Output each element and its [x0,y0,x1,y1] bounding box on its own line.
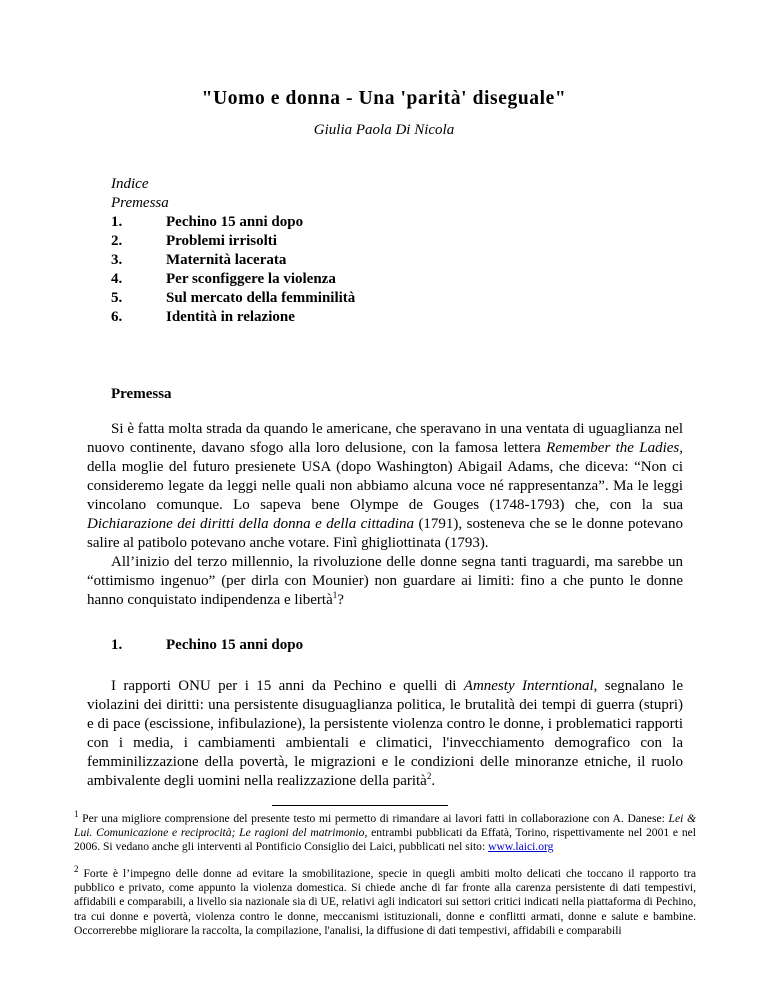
toc-item-number: 6. [111,309,123,325]
toc-item [111,232,355,251]
paragraph [87,420,683,553]
footnote-number: 2 [74,864,79,875]
toc-item [111,213,355,232]
text-run: , segnalano le violazini dei diritti: una persistente disuguaglianza politica, le brutalità dei tempi di guerra (stupri) e di pace (escissione, infibulazione), la persistente violenza contro le donne, i problematici rapporti con i media, i cambiamenti ambientali e climatici, l'invecchiamento demografico con la femminilizzazione della povertà, le migrazioni e le condizioni delle minoranze etniche, il ruolo ambivalente degli uomini nella realizzazione della parità [87,678,683,789]
premessa-heading: Premessa [111,386,172,402]
footnote-number: 1 [74,809,79,820]
toc-item-title: Identità in relazione [166,309,295,325]
text-run: Si è fatta molta strada da quando le americane, che speravano in una ventata di uguaglianza nel nuovo continente, davano sfogo alla loro delusione, con la famosa lettera [87,421,683,456]
toc-item [111,251,355,270]
text-run: . [431,773,436,789]
text-run: Per una migliore comprensione del presente testo mi permetto di rimandare ai lavori fatti in collaborazione con A. Danese: [78,812,669,825]
italic-title: Lei & Lui. Comunicazione e reciprocità; Le ragioni del matrimonio [74,812,696,840]
document-author: Giulia Paola Di Nicola [313,122,455,138]
footnote [74,864,696,938]
footnote-ref[interactable]: 1 [332,590,338,600]
section-body [87,677,683,791]
section-heading [111,637,303,654]
footnote-divider [272,805,448,806]
toc-item-number: 1. [111,214,123,230]
toc-item-number: 2. [111,233,123,249]
toc-item-number: 3. [111,252,123,268]
toc-item-title: Sul mercato della femminilità [166,290,356,306]
toc-index-label: Indice [111,176,149,192]
toc-premessa-label: Premessa [111,195,169,211]
table-of-contents [111,175,355,327]
toc-item-title: Problemi irrisolti [166,233,277,249]
toc-item [111,270,355,289]
toc-item [111,308,355,327]
toc-item [111,289,355,308]
footnote-ref[interactable]: 2 [426,771,432,781]
text-run: I rapporti ONU per i 15 anni da Pechino e quelli di [111,678,464,694]
document-title: "Uomo e donna - Una 'parità' diseguale" [201,88,567,109]
italic-title: Dichiarazione dei diritti della donna e della cittadina [87,516,414,532]
toc-item-number: 4. [111,271,123,287]
text-run: della moglie del futuro presienete USA (dopo Washington) Abigail Adams, che diceva: “Non ci consideremo legate da leggi nelle quali non abbiamo alcuna voce né rappresentanza”. Ma le leggi vincolano comunque. Lo sapeva bene Olympe de Gouges (1748-1793) che, con la sua [87,459,683,513]
toc-item-title: Per sconfiggere la violenza [166,271,336,287]
toc-item-title: Pechino 15 anni dopo [166,214,304,230]
toc-item-number: 5. [111,290,123,306]
toc-item-title: Maternità lacerata [166,252,287,268]
footnote-link[interactable]: www.laici.org [488,840,554,854]
text-run: ? [337,592,344,608]
text-run: (1791), sosteneva che se le donne potevano salire al patibolo potevano anche votare. Finì ghigliottinata (1793). [87,516,683,551]
premessa-body [87,420,683,610]
section-number: 1. [111,637,123,653]
text-run: , entrambi pubblicati da Effatà, Torino, rispettivamente nel 2001 e nel 2006. Si vedano anche gli interventi al Pontificio Consiglio dei Laici, pubblicati nel sito: [74,826,696,854]
text-run: Forte è l’impegno delle donne ad evitare la smobilitazione, specie in quegli ambiti molto delicati che toccano il rapporto tra pubblico e privato, come appunto la violenza domestica. Si chiede anche di far fronte alla carenza persistente di dati tempestivi, affidabili e comparabili, a livello sia nazionale sia di UE, relativi agli indicatori sui settori critici indicati nella piattaforma di Pechino, tra cui donne e povertà, violenza contro le donne, meccanismi istituzionali, donne e conflitti armati, donne e salute e bambine. Occorrerebbe migliorare la raccolta, la compilazione, l'analisi, la diffusione di dati tempestivi, affidabili e comparabili [74,867,696,937]
section-title: Pechino 15 anni dopo [166,637,304,653]
italic-title: Remember the Ladies, [546,440,684,456]
footnote [74,809,696,855]
italic-title: Amnesty Interntional [463,678,594,694]
paragraph [87,553,683,610]
paragraph [87,677,683,791]
text-run: All’inizio del terzo millennio, la rivoluzione delle donne segna tanti traguardi, ma sarebbe un “ottimismo ingenuo” (per dirla con Mounier) non guardare ai limiti: fino a che punto le donne hanno conquistato indipendenza e libertà [87,554,683,608]
